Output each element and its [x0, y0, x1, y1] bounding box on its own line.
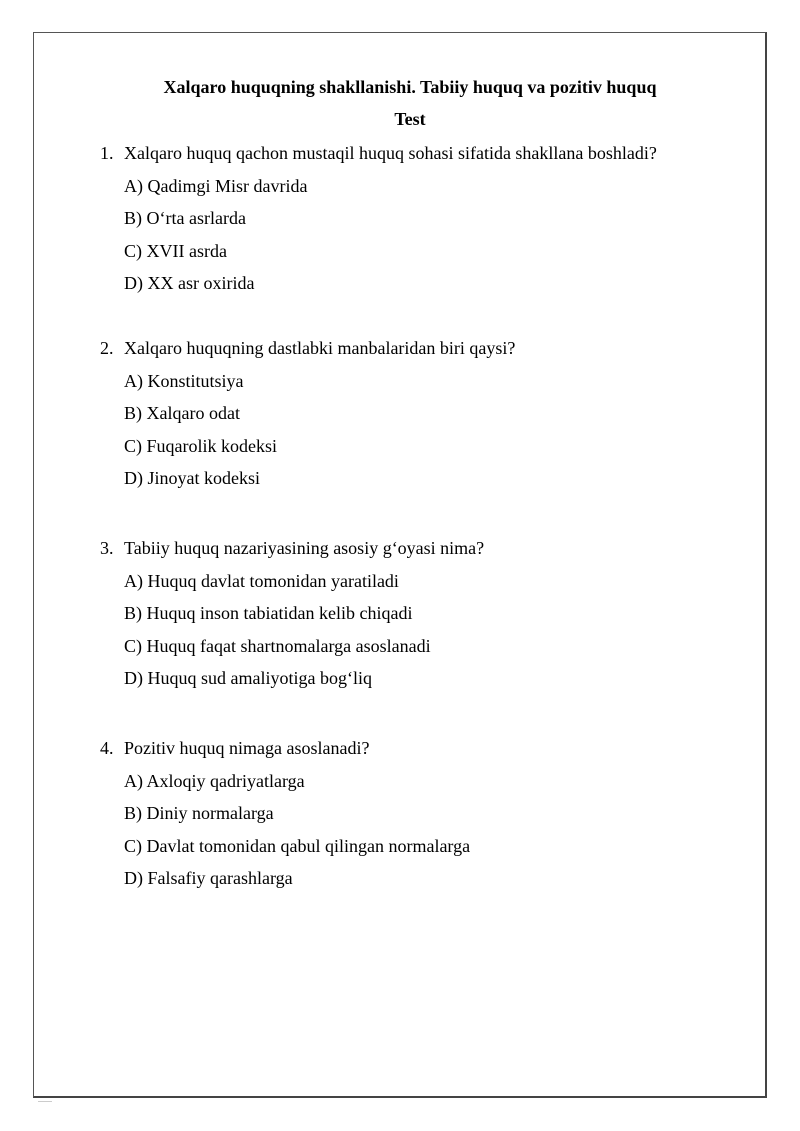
- question-text: Xalqaro huquqning dastlabki manbalaridan biri qaysi?: [124, 338, 516, 358]
- answer-option: C) Huquq faqat shartnomalarga asoslanadi: [124, 635, 431, 656]
- answer-option: B) Xalqaro odat: [124, 403, 240, 423]
- question-number: 3.: [100, 538, 114, 558]
- answer-option: A) Qadimgi Misr davrida: [124, 175, 308, 196]
- question-text: Pozitiv huquq nimaga asoslanadi?: [124, 738, 370, 758]
- answer-option: A) Axloqiy qadriyatlarga: [124, 770, 305, 791]
- answer-option: D) XX asr oxirida: [124, 273, 255, 293]
- document-subtitle: Test: [394, 109, 426, 129]
- question-4: [0, 737, 800, 900]
- question-number: 4.: [100, 738, 114, 758]
- answer-option: D) Jinoyat kodeksi: [124, 468, 260, 488]
- answer-option: A) Huquq davlat tomonidan yaratiladi: [124, 570, 399, 591]
- answer-option: B) Diniy normalarga: [124, 803, 274, 823]
- document-title: Xalqaro huquqning shakllanishi. Tabiiy huquq va pozitiv huquq: [163, 77, 657, 97]
- answer-option: C) Fuqarolik kodeksi: [124, 435, 277, 456]
- question-3: [0, 537, 800, 700]
- question-text: Tabiiy huquq nazariyasining asosiy g‘oyasi nima?: [124, 538, 485, 558]
- answer-option: D) Falsafiy qarashlarga: [124, 868, 293, 888]
- answer-option: B) Huquq inson tabiatidan kelib chiqadi: [124, 603, 413, 623]
- page-corner-mark: [38, 1101, 52, 1102]
- question-text: Xalqaro huquq qachon mustaqil huquq sohasi sifatida shakllana boshladi?: [124, 143, 657, 163]
- answer-option: C) Davlat tomonidan qabul qilingan normalarga: [124, 835, 471, 856]
- question-number: 1.: [100, 143, 114, 163]
- question-2: [0, 337, 800, 500]
- answer-option: B) O‘rta asrlarda: [124, 208, 246, 228]
- answer-option: A) Konstitutsiya: [124, 370, 244, 391]
- answer-option: C) XVII asrda: [124, 240, 227, 261]
- question-1: [0, 142, 800, 305]
- answer-option: D) Huquq sud amaliyotiga bog‘liq: [124, 668, 372, 688]
- question-number: 2.: [100, 338, 114, 358]
